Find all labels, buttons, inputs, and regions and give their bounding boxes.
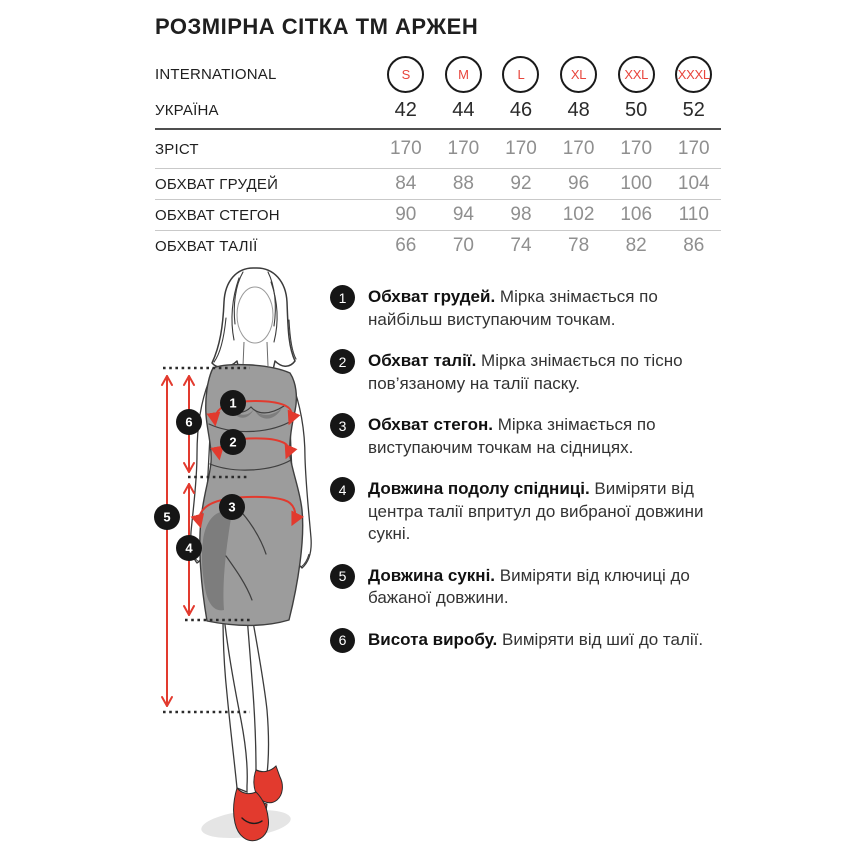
ukraine-size: 52 [682,99,705,121]
cell-value: 170 [505,138,537,159]
cell-value: 66 [395,235,417,256]
cell-value: 96 [568,173,590,194]
legend-badge-6: 6 [330,628,355,653]
cell-value: 100 [620,173,653,194]
face [237,287,273,343]
legend-item-4 [330,478,735,546]
page-title: РОЗМІРНА СІТКА ТМ АРЖЕН [155,14,479,39]
figure-marker-6: 6 [185,414,193,430]
cell-value: 106 [620,204,653,225]
cell-value: 170 [389,138,422,159]
cell-value: 82 [625,235,647,256]
legend-description: Виміряти від ключиці до бажаної довжини. [368,565,690,607]
figure-marker-5: 5 [163,509,171,525]
table-row-ukraine [155,93,721,128]
legend-item-1 [330,286,735,331]
cell-value: 110 [678,204,709,225]
row-label: ОБХВАТ ТАЛІЇ [155,237,258,255]
legend-term: Висота виробу. [368,629,498,649]
cell-value: 74 [510,235,532,256]
cell-value: 102 [562,204,595,225]
cell-value: 88 [452,173,474,194]
row-label: ОБХВАТ ГРУДЕЙ [155,175,279,193]
intl-size-badge-xxxl: XXXL [675,56,712,93]
cell-value: 170 [447,138,480,159]
cell-value: 70 [452,235,474,256]
figure-marker-1: 1 [229,395,237,411]
legend-badge-2: 2 [330,349,355,374]
legend-description: Мірка знімається по тісно пов’язаному на талії паску. [368,351,683,393]
ukraine-size: 48 [567,99,590,121]
legend-badge-1: 1 [330,285,355,310]
ukraine-size: 42 [394,99,417,121]
cell-value: 90 [395,204,417,225]
table-row-height [155,128,721,168]
intl-size-badge-xl: XL [560,56,597,93]
legend-description: Виміряти від центра талії впритул до вибраної довжини сукні. [368,479,704,543]
intl-size-badge-l: L [502,56,539,93]
intl-size-badge-s: S [387,56,424,93]
cell-value: 170 [562,138,595,159]
cell-value: 78 [568,235,590,256]
cell-value: 92 [510,173,532,194]
table-row-international [155,55,721,93]
legend-badge-5: 5 [330,564,355,589]
ukraine-size: 44 [452,99,475,121]
ukraine-label: УКРАЇНА [155,102,219,119]
legend-term: Довжина подолу спідниці. [368,479,590,498]
cell-value: 84 [395,173,417,194]
legend-description: Виміряти від шиї до талії. [502,629,704,649]
ukraine-size: 46 [509,99,533,121]
row-label: ЗРІСТ [155,140,199,158]
legend-item-5 [330,565,735,610]
measurement-figure [140,258,330,850]
international-label: INTERNATIONAL [155,65,277,83]
cell-value: 86 [683,235,705,256]
measurement-legend [330,286,735,672]
legend-term: Обхват грудей. [368,287,496,306]
cell-value: 98 [510,204,532,225]
legs [223,616,269,792]
cell-value: 170 [620,138,653,159]
legend-item-3 [330,414,735,459]
table-row-chest [155,168,721,199]
intl-size-badge-xxl: XXL [618,56,655,93]
legend-item-6 [330,629,735,653]
legend-term: Обхват стегон. [368,415,493,434]
table-row-hips [155,199,721,230]
cell-value: 170 [677,138,710,159]
table-row-waist [155,230,721,261]
legend-description: Мірка знімається по виступаючим точкам на сідницях. [368,415,656,457]
legend-badge-3: 3 [330,413,355,438]
legend-item-2 [330,350,735,395]
row-label: ОБХВАТ СТЕГОН [155,206,280,224]
intl-size-badge-m: M [445,56,482,93]
cell-value: 104 [677,173,710,194]
legend-badge-4: 4 [330,477,355,502]
size-table [155,55,721,261]
legend-term: Довжина сукні. [368,565,496,585]
figure-marker-3: 3 [228,499,236,515]
legend-description: Мірка знімається по найбільш виступаючим точкам. [368,287,658,329]
ukraine-size: 50 [625,99,648,121]
woman-illustration [140,258,330,850]
legend-term: Обхват талії. [368,351,477,370]
figure-marker-2: 2 [229,434,237,450]
cell-value: 94 [452,204,474,225]
figure-marker-4: 4 [185,540,193,556]
